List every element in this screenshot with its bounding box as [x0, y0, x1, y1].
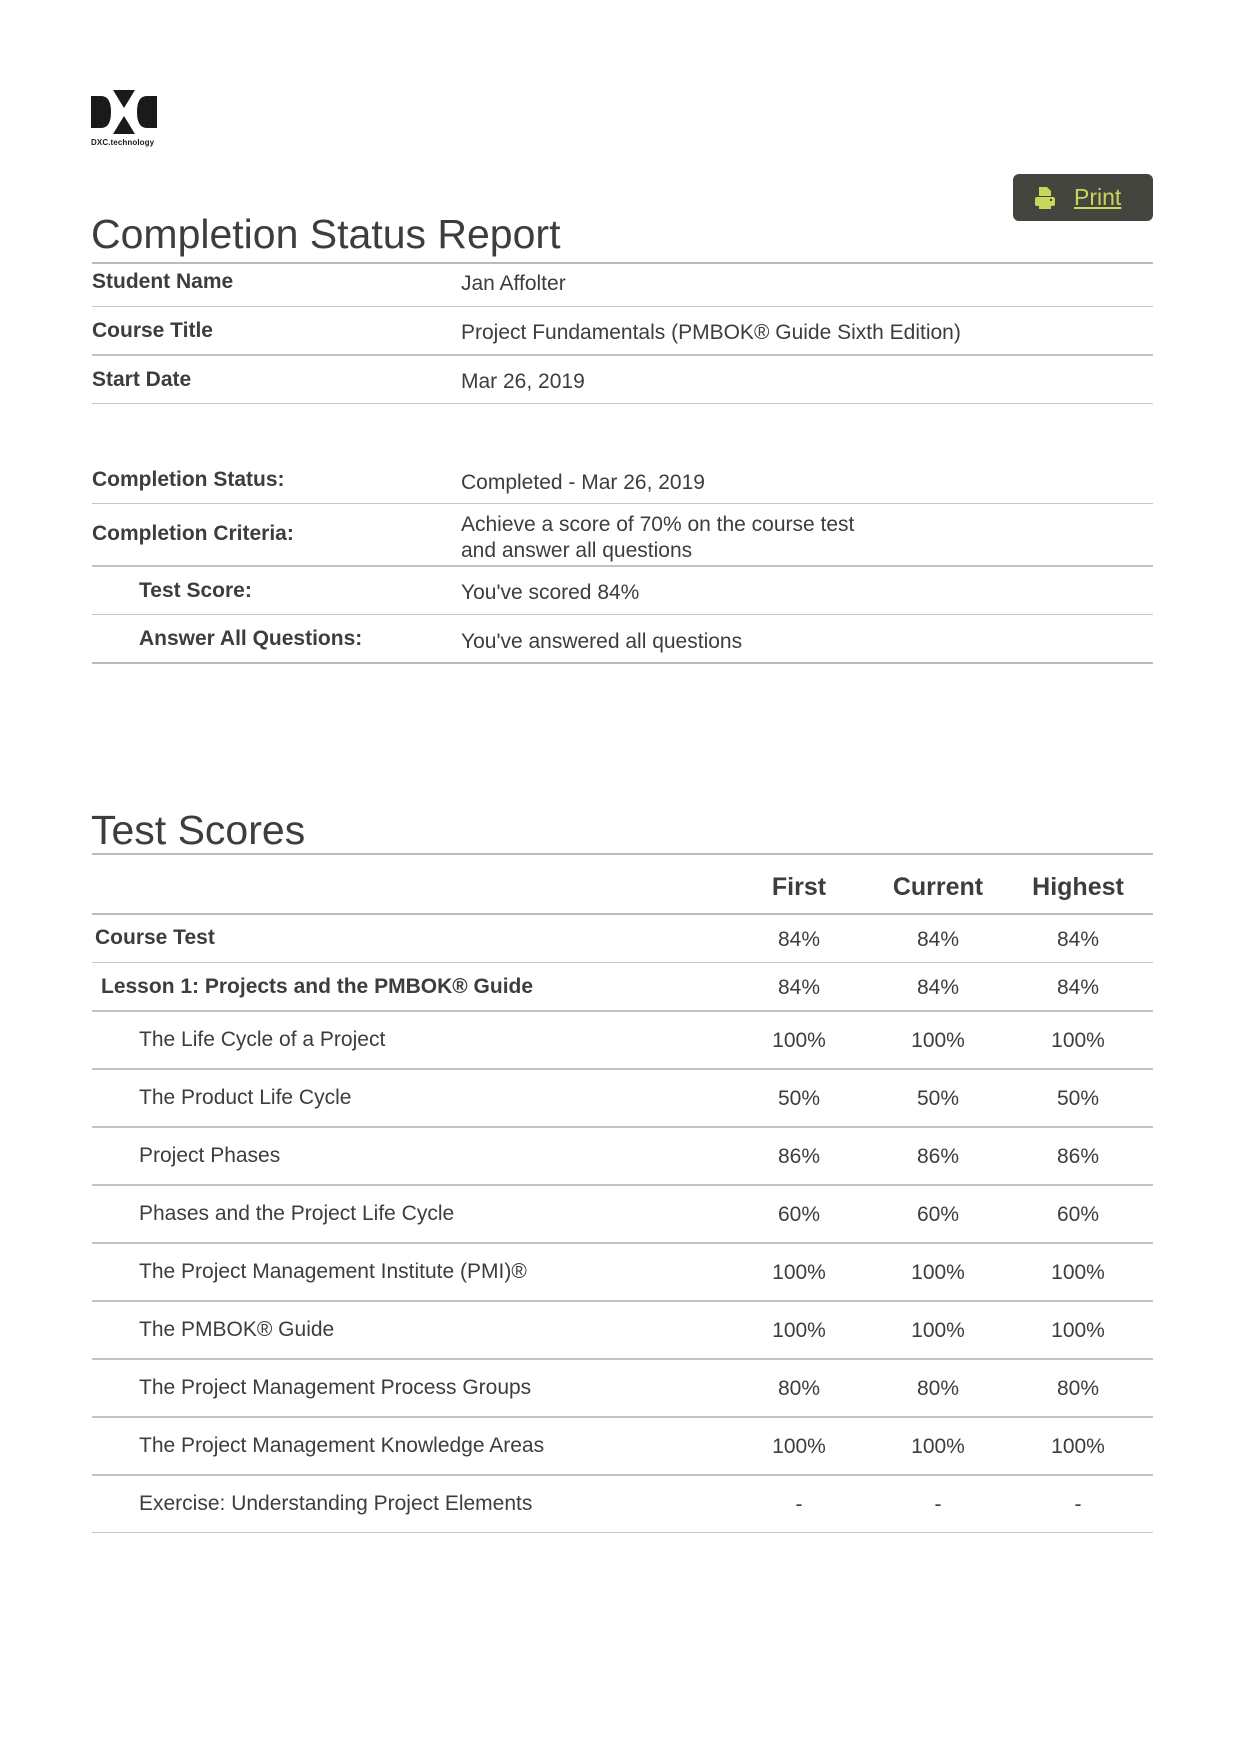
answer-all-label: Answer All Questions:: [139, 627, 363, 650]
score-first: 100%: [772, 1029, 826, 1052]
row-divider: [92, 1184, 1153, 1186]
score-highest: -: [1074, 1493, 1082, 1516]
print-link[interactable]: Print: [1074, 184, 1122, 210]
printer-icon: [1032, 185, 1058, 211]
score-current: 80%: [916, 1377, 960, 1400]
course-title-label: Course Title: [92, 319, 213, 342]
test-score-label: Test Score:: [139, 579, 252, 602]
criteria-line-2: and answer all questions: [461, 539, 693, 562]
row-divider: [92, 962, 1153, 963]
row-divider: [92, 1474, 1153, 1476]
score-highest: 84%: [1056, 928, 1100, 951]
row-divider: [92, 1126, 1153, 1128]
answer-all-value: You've answered all questions: [461, 630, 743, 653]
row-divider: [92, 306, 1153, 307]
test-scores-title: Test Scores: [91, 807, 306, 853]
completion-criteria-value: [461, 512, 854, 564]
row-divider: [92, 1068, 1153, 1070]
score-current: 84%: [916, 976, 960, 999]
score-first: 84%: [777, 928, 821, 951]
start-date-value: Mar 26, 2019: [461, 370, 585, 393]
score-first: 100%: [772, 1435, 826, 1458]
score-highest: 100%: [1051, 1029, 1105, 1052]
completion-status-value: Completed - Mar 26, 2019: [461, 471, 705, 494]
row-divider: [92, 1242, 1153, 1244]
course-title-value: Project Fundamentals (PMBOK® Guide Sixth Edition): [461, 321, 961, 344]
score-current: 100%: [911, 1435, 965, 1458]
score-highest: 80%: [1056, 1377, 1100, 1400]
row-divider: [92, 614, 1153, 615]
row-divider: [92, 1300, 1153, 1302]
title-divider: [92, 262, 1153, 264]
row-name-topic: The Project Management Institute (PMI)®: [139, 1260, 527, 1283]
title-divider: [92, 853, 1153, 855]
score-first: 100%: [772, 1319, 826, 1342]
row-divider: [92, 662, 1153, 664]
dxc-logo: [91, 90, 161, 147]
score-highest: 100%: [1051, 1319, 1105, 1342]
column-header-current: Current: [892, 873, 984, 901]
row-name-course-test: Course Test: [95, 926, 215, 949]
print-button[interactable]: [1013, 174, 1153, 221]
row-name-topic: The Product Life Cycle: [139, 1086, 352, 1109]
completion-criteria-label: Completion Criteria:: [92, 522, 294, 545]
score-highest: 50%: [1056, 1087, 1100, 1110]
score-first: 84%: [777, 976, 821, 999]
dxc-logo-icon: [91, 90, 157, 134]
score-first: 100%: [772, 1261, 826, 1284]
row-name-topic: Project Phases: [139, 1144, 281, 1167]
row-divider: [92, 354, 1153, 356]
score-current: 100%: [911, 1261, 965, 1284]
score-first: 60%: [777, 1203, 821, 1226]
row-name-topic: The Life Cycle of a Project: [139, 1028, 386, 1051]
row-name-lesson-1: Lesson 1: Projects and the PMBOK® Guide: [101, 975, 534, 998]
criteria-line-1: Achieve a score of 70% on the course test: [461, 513, 855, 536]
row-divider: [92, 1358, 1153, 1360]
score-first: -: [795, 1493, 803, 1516]
student-name-label: Student Name: [92, 270, 234, 293]
row-name-topic: Exercise: Understanding Project Elements: [139, 1492, 533, 1515]
start-date-label: Start Date: [92, 368, 192, 391]
row-name-topic: The Project Management Process Groups: [139, 1376, 532, 1399]
row-divider: [92, 1010, 1153, 1012]
column-header-highest: Highest: [1032, 873, 1124, 901]
score-first: 80%: [777, 1377, 821, 1400]
score-first: 86%: [777, 1145, 821, 1168]
completion-status-label: Completion Status:: [92, 468, 285, 491]
student-name-value: Jan Affolter: [461, 272, 566, 295]
score-highest: 60%: [1056, 1203, 1100, 1226]
score-current: 86%: [916, 1145, 960, 1168]
row-divider: [92, 1416, 1153, 1418]
score-current: 100%: [911, 1029, 965, 1052]
row-name-topic: The Project Management Knowledge Areas: [139, 1434, 545, 1457]
row-name-topic: The PMBOK® Guide: [139, 1318, 335, 1341]
score-current: -: [934, 1493, 942, 1516]
score-highest: 100%: [1051, 1261, 1105, 1284]
test-score-value: You've scored 84%: [461, 581, 640, 604]
row-name-topic: Phases and the Project Life Cycle: [139, 1202, 455, 1225]
column-header-first: First: [771, 873, 827, 901]
row-divider: [92, 403, 1153, 404]
score-highest: 84%: [1056, 976, 1100, 999]
header-divider: [92, 913, 1153, 915]
row-divider: [92, 503, 1153, 504]
score-current: 60%: [916, 1203, 960, 1226]
report-title: Completion Status Report: [91, 211, 561, 257]
score-current: 100%: [911, 1319, 965, 1342]
score-highest: 86%: [1056, 1145, 1100, 1168]
score-current: 50%: [916, 1087, 960, 1110]
score-first: 50%: [777, 1087, 821, 1110]
score-current: 84%: [916, 928, 960, 951]
score-highest: 100%: [1051, 1435, 1105, 1458]
row-divider: [92, 565, 1153, 567]
row-divider: [92, 1532, 1153, 1533]
logo-text: DXC.technology: [91, 138, 155, 147]
